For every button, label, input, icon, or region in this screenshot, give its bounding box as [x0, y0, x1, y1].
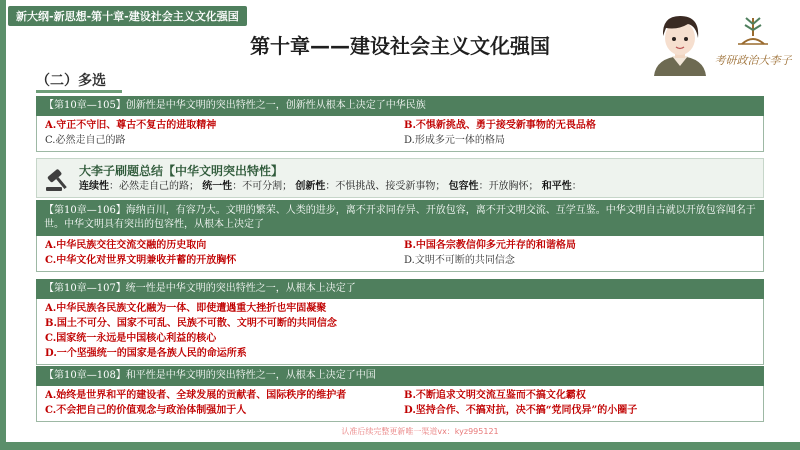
summary-value-1: 必然走自己的路； — [119, 181, 199, 192]
summary-value-2: 不可分割； — [242, 181, 293, 192]
summary-value-3: 不惧挑战、接受新事物； — [335, 181, 446, 192]
left-accent-bar — [0, 0, 6, 450]
question-stem: 【第10章—106】海纳百川，有容乃大。文明的繁荣、人类的进步，离不开求同存异、开放包容，离不开文明交流、互学互鉴。中华文明自古就以开放包容闻名于世。中华文明具有突出的包容性，从根本上决定了 — [36, 200, 764, 236]
option-c: C.中华文化对世界文明兼收并蓄的开放胸怀 — [45, 255, 237, 266]
option-a: A.守正不守旧、尊古不复古的进取精神 — [45, 120, 217, 131]
summary-key-1: 连续性 — [79, 181, 109, 192]
avatar-illustration — [648, 10, 712, 76]
summary-key-5: 和平性 — [541, 181, 572, 192]
brand-text: 考研政治大李子 — [714, 54, 792, 67]
option-d: D.形成多元一体的格局 — [404, 135, 505, 146]
question-stem: 【第10章—108】和平性是中华文明的突出特性之一，从根本上决定了中国 — [36, 366, 764, 386]
option-b: B.不断追求文明交流互鉴而不搞文化霸权 — [404, 390, 586, 401]
brand-logo — [712, 14, 794, 74]
option-d: D.文明不可断的共同信念 — [404, 255, 515, 266]
page-title: 第十章——建设社会主义文化强国 — [250, 34, 550, 58]
summary-key-2: 统一性 — [202, 181, 233, 192]
gavel-icon — [43, 167, 71, 193]
question-108 — [36, 366, 764, 422]
footer-note: 认准后续完整更新唯一渠道vx：kyz995121 — [341, 427, 499, 436]
option-c: C.必然走自己的路 — [45, 135, 126, 146]
question-107 — [36, 279, 764, 365]
summary-key-4: 包容性 — [448, 181, 479, 192]
summary-text: 连续性：必然走自己的路； 统一性：不可分割； 创新性：不惧挑战、接受新事物； 包容性：开放胸怀； 和平性： — [79, 181, 582, 192]
question-105 — [36, 96, 764, 152]
question-stem: 【第10章—105】创新性是中华文明的突出特性之一，创新性从根本上决定了中华民族 — [36, 96, 764, 116]
option-b: B.中国各宗教信仰多元并存的和谐格局 — [404, 240, 576, 251]
option-c: C.国家统一永远是中国核心利益的核心 — [45, 333, 217, 344]
summary-title: 大李子刷题总结【中华文明突出特性】 — [79, 164, 284, 178]
option-d: D.坚持合作、不搞对抗，决不搞“党同伐异”的小圈子 — [404, 405, 638, 416]
section-label: （二）多选 — [36, 70, 112, 90]
option-a: A.中华民族各民族文化融为一体、即使遭遇重大挫折也牢固凝聚 — [45, 303, 327, 314]
question-stem: 【第10章—107】统一性是中华文明的突出特性之一，从根本上决定了 — [36, 279, 764, 299]
chapter-tag: 新大纲-新思想-第十章-建设社会主义文化强国 — [8, 6, 247, 26]
bottom-accent-band — [0, 442, 800, 450]
option-b: B.国土不可分、国家不可乱、民族不可散、文明不可断的共同信念 — [45, 318, 337, 329]
option-d: D.一个坚强统一的国家是各族人民的命运所系 — [45, 348, 247, 359]
option-b: B.不惧新挑战、勇于接受新事物的无畏品格 — [404, 120, 596, 131]
question-106 — [36, 200, 764, 272]
summary-key-3: 创新性 — [295, 181, 326, 192]
option-c: C.不会把自己的价值观念与政治体制强加于人 — [45, 405, 247, 416]
summary-box — [36, 158, 764, 198]
option-a: A.始终是世界和平的建设者、全球发展的贡献者、国际秩序的维护者 — [45, 390, 347, 401]
summary-value-4: 开放胸怀； — [488, 181, 539, 192]
option-a: A.中华民族交往交流交融的历史取向 — [45, 240, 207, 251]
